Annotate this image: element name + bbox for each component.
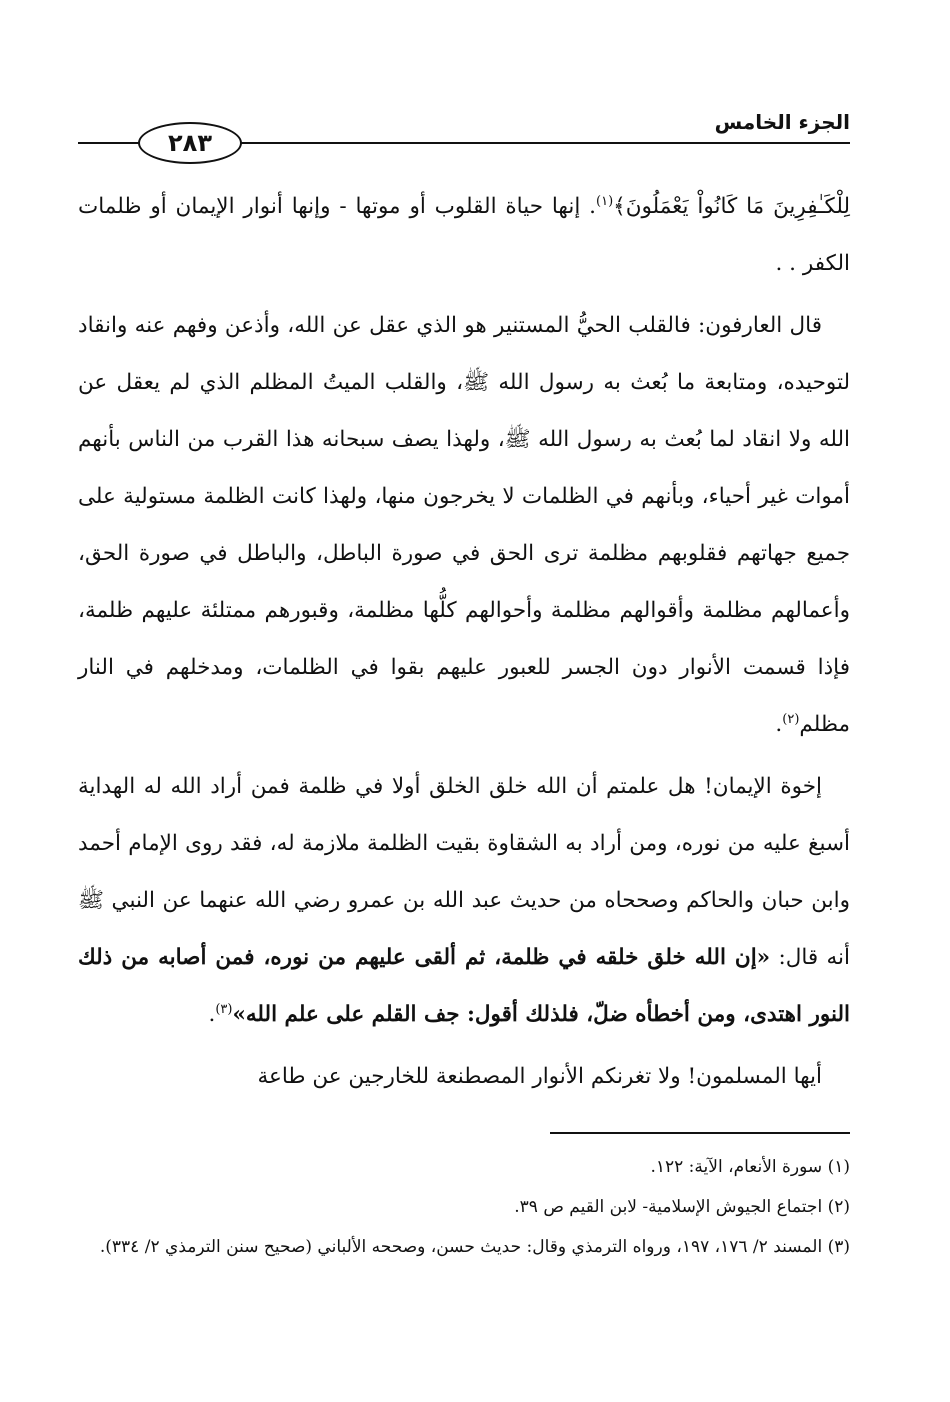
- quran-verse-end: لِلْكَـٰفِرِينَ مَا كَانُواْ يَعْمَلُونَ﴾: [613, 194, 850, 219]
- footnote-ref-2: (٢): [782, 711, 800, 727]
- paragraph-2: [78, 297, 850, 753]
- footnote-1: [78, 1150, 850, 1184]
- footnote-text: المسند ٢/ ١٧٦، ١٩٧، ورواه الترمذي وقال: حديث حسن، وصححه الألباني (صحيح سنن الترمذي ٢/ ٣٣٤).: [99, 1237, 823, 1257]
- paragraph-3-text: إخوة الإيمان! هل علمتم أن الله خلق الخلق أولا في ظلمة فمن أراد الله له الهداية أسبغ عليه من نوره، ومن أراد به الشقاوة بقيت الظلمة ملازمة له، فقد روى الإمام أحمد وابن حبان والحاكم وصححاه من حديث عبد الله بن عمرو رضي الله عنهما عن النبي ﷺ أنه قال:: [78, 774, 850, 970]
- paragraph-2-end: .: [775, 712, 783, 737]
- paragraph-3-end: .: [208, 1002, 216, 1027]
- footnote-separator: [550, 1132, 850, 1134]
- footnote-number: (١): [827, 1157, 850, 1177]
- footnotes: [78, 1150, 850, 1270]
- page-header: [78, 100, 850, 160]
- main-text: [78, 178, 850, 1110]
- footnote-ref-3: (٣): [215, 1001, 233, 1017]
- paragraph-4: [78, 1048, 850, 1105]
- paragraph-3: [78, 758, 850, 1043]
- hadith-quote: «إن الله خلق خلقه في ظلمة، ثم ألقى عليهم من نوره، فمن أصابه من ذلك النور اهتدى، ومن أخطأه ضلّ، فلذلك أقول: جف القلم على علم الله»: [78, 945, 850, 1027]
- footnote-2: [78, 1190, 850, 1224]
- footnote-text: اجتماع الجيوش الإسلامية- لابن القيم ص ٣٩.: [514, 1197, 823, 1217]
- paragraph-2-text: قال العارفون: فالقلب الحيُّ المستنير هو الذي عقل عن الله، وأذعن وفهم عنه وانقاد لتوحيده، ومتابعة ما بُعث به رسول الله ﷺ، والقلب الميتُ المظلم الذي لم يعقل عن الله ولا انقاد لما بُعث به رسول الله ﷺ، ولهذا يصف سبحانه هذا القرب من الناس بأنهم أموات غير أحياء، وبأنهم في الظلمات لا يخرجون منها، ولهذا كانت الظلمة مستولية على جميع جهاتهم فقلوبهم مظلمة ترى الحق في صورة الباطل، والباطل في صورة الحق، وأعمالهم مظلمة وأقوالهم مظلمة وأحوالهم كلُّها مظلمة، وقبورهم ممتلئة عليهم ظلمة، فإذا قسمت الأنوار دون الجسر للعبور عليهم بقوا في الظلمات، ومدخلهم في النار مظلم: [78, 313, 850, 737]
- footnote-number: (٣): [827, 1237, 850, 1257]
- footnote-text: سورة الأنعام، الآية: ١٢٢.: [650, 1157, 823, 1177]
- part-title: الجزء الخامس: [714, 110, 850, 134]
- footnote-3: [78, 1230, 850, 1264]
- page-number: ٢٨٣: [138, 122, 242, 164]
- footnote-number: (٢): [827, 1197, 850, 1217]
- paragraph-1: [78, 178, 850, 292]
- paragraph-1-text: . إنها حياة القلوب أو موتها - وإنها أنوار الإيمان أو ظلمات الكفر . .: [78, 194, 850, 276]
- footnote-ref-1: (١): [596, 193, 614, 209]
- paragraph-4-text: أيها المسلمون! ولا تغرنكم الأنوار المصطنعة للخارجين عن طاعة: [257, 1064, 822, 1089]
